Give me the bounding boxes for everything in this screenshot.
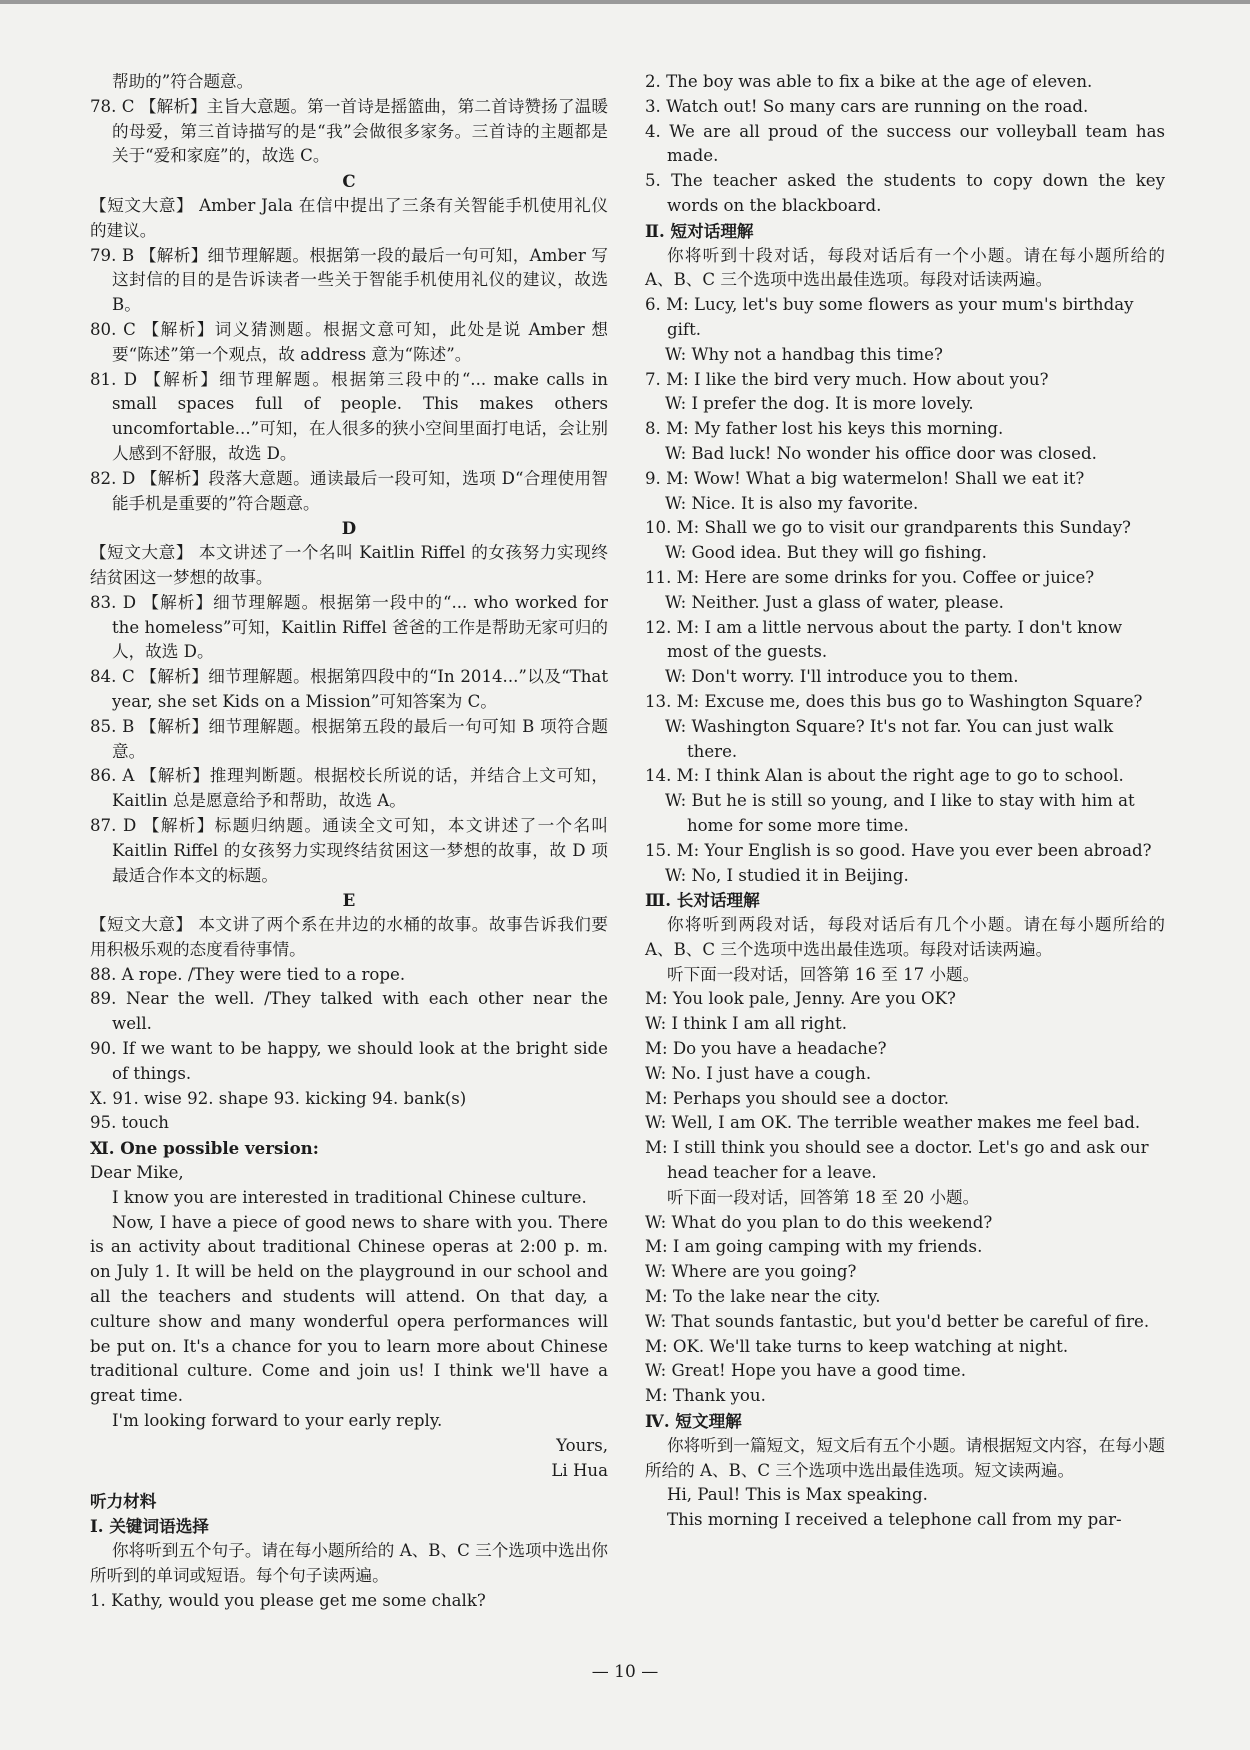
conversation-line: W: That sounds fantastic, but you'd better be careful of fire. xyxy=(645,1311,1150,1331)
dialog-7-w: W: I prefer the dog. It is more lovely. xyxy=(665,394,974,414)
passage-line-2: This morning I received a telephone call from my par- xyxy=(667,1510,1122,1530)
letter-greeting: Dear Mike, xyxy=(90,1163,184,1183)
summary-c: 【短文大意】 Amber Jala 在信中提出了三条有关智能手机使用礼仪的建议。 xyxy=(90,195,608,240)
listening-section-1: Ⅰ. 关键词语选择 xyxy=(90,1516,209,1537)
listening-title: 听力材料 xyxy=(90,1491,157,1512)
listening-section-3-desc: 你将听到两段对话，每段对话后有几个小题。请在每小题所给的 A、B、C 三个选项中选出最佳选项。每段对话读两遍。 xyxy=(645,915,1165,959)
answer-x-95: 95. touch xyxy=(90,1113,169,1133)
left-column xyxy=(90,70,608,1613)
answer-88: 88. A rope. /They were tied to a rope. xyxy=(90,964,406,984)
answer-90: 90. If we want to be happy, we should look at the bright side of things. xyxy=(90,1039,608,1083)
listening-section-4: Ⅳ. 短文理解 xyxy=(645,1411,742,1432)
dialog-7-m: 7. M: I like the bird very much. How about you? xyxy=(645,369,1049,389)
top-border xyxy=(0,0,1250,4)
answer-78: 78. C 【解析】主旨大意题。第一首诗是摇篮曲，第二首诗赞扬了温暖的母爱，第三首诗描写的是“我”会做很多家务。三首诗的主题都是关于“爱和家庭”的，故选 C。 xyxy=(90,96,608,166)
passage-line-1: Hi, Paul! This is Max speaking. xyxy=(667,1485,928,1505)
dialog-15-w: W: No, I studied it in Beijing. xyxy=(665,865,909,885)
section-heading-e: E xyxy=(342,890,356,911)
answer-84: 84. C 【解析】细节理解题。根据第四段中的“In 2014...”以及“That year, she set Kids on a Mission”可知答案为 C。 xyxy=(90,667,608,711)
summary-d: 【短文大意】 本文讲述了一个名叫 Kaitlin Riffel 的女孩努力实现终结贫困这一梦想的故事。 xyxy=(90,543,608,587)
section-heading-d: D xyxy=(341,518,357,539)
conversation-line: W: Well, I am OK. The terrible weather makes me feel bad. xyxy=(645,1113,1141,1133)
sentence-3: 3. Watch out! So many cars are running on the road. xyxy=(645,96,1089,116)
dialog-11-w: W: Neither. Just a glass of water, please. xyxy=(665,592,1004,612)
dialog-10-m: 10. M: Shall we go to visit our grandparents this Sunday? xyxy=(645,518,1131,538)
dialog-13-w: W: Washington Square? It's not far. You can just walk there. xyxy=(665,716,1114,761)
conversation-line: M: You look pale, Jenny. Are you OK? xyxy=(645,989,956,1009)
dialog-8-w: W: Bad luck! No wonder his office door was closed. xyxy=(665,443,1097,463)
letter-paragraph-3: I'm looking forward to your early reply. xyxy=(112,1411,443,1431)
answer-xi-heading: Ⅺ. One possible version: xyxy=(90,1138,319,1159)
dialog-9-w: W: Nice. It is also my favorite. xyxy=(665,493,919,513)
letter-signature: Li Hua xyxy=(551,1460,608,1480)
dialog-8-m: 8. M: My father lost his keys this morning. xyxy=(645,419,1004,439)
conversation-2-intro: 听下面一段对话，回答第 18 至 20 小题。 xyxy=(667,1187,980,1207)
sentence-2: 2. The boy was able to fix a bike at the age of eleven. xyxy=(645,72,1093,91)
answer-85: 85. B 【解析】细节理解题。根据第五段的最后一句可知 B 项符合题意。 xyxy=(90,716,608,761)
answer-86: 86. A 【解析】推理判断题。根据校长所说的话，并结合上文可知，Kaitlin 总是愿意给予和帮助，故选 A。 xyxy=(90,766,608,811)
letter-closing: Yours, xyxy=(556,1435,608,1455)
answer-87: 87. D 【解析】标题归纳题。通读全文可知，本文讲述了一个名叫 Kaitlin Riffel 的女孩努力实现终结贫困这一梦想的故事，故 D 项最适合作本文的标题。 xyxy=(90,815,608,885)
conversation-line: W: What do you plan to do this weekend? xyxy=(645,1212,993,1232)
conversation-line: W: Great! Hope you have a good time. xyxy=(645,1361,967,1381)
right-column xyxy=(645,70,1165,1533)
sentence-5: 5. The teacher asked the students to copy down the key words on the blackboard. xyxy=(645,171,1165,215)
conversation-line: M: OK. We'll take turns to keep watching at night. xyxy=(645,1336,1069,1356)
dialog-11-m: 11. M: Here are some drinks for you. Coffee or juice? xyxy=(645,567,1095,587)
conversation-1-intro: 听下面一段对话，回答第 16 至 17 小题。 xyxy=(667,964,980,984)
dialog-12-m: 12. M: I am a little nervous about the party. I don't know most of the guests. xyxy=(645,617,1123,662)
answer-83: 83. D 【解析】细节理解题。根据第一段中的“... who worked for the homeless”可知，Kaitlin Riffel 爸爸的工作是帮助无家可归的人，故选 D。 xyxy=(90,592,608,662)
answer-81: 81. D 【解析】细节理解题。根据第三段中的“... make calls in small spaces full of people. This makes others uncomfortable...”可知，在人很多的狭小空间里面打电话，会让别人感到不舒服，故选 D。 xyxy=(90,369,608,463)
listening-section-4-desc: 你将听到一篇短文，短文后有五个小题。请根据短文内容，在每小题所给的 A、B、C 三个选项中选出最佳选项。短文读两遍。 xyxy=(645,1435,1165,1480)
dialog-15-m: 15. M: Your English is so good. Have you ever been abroad? xyxy=(645,840,1152,860)
answer-x: Ⅹ. 91. wise 92. shape 93. kicking 94. bank(s) xyxy=(90,1088,467,1108)
listening-section-1-desc: 你将听到五个句子。请在每小题所给的 A、B、C 三个选项中选出你所听到的单词或短语。每个句子读两遍。 xyxy=(90,1541,608,1585)
dialog-9-m: 9. M: Wow! What a big watermelon! Shall we eat it? xyxy=(645,468,1085,488)
dialog-14-m: 14. M: I think Alan is about the right age to go to school. xyxy=(645,766,1124,786)
listening-section-2-desc: 你将听到十段对话，每段对话后有一个小题。请在每小题所给的 A、B、C 三个选项中选出最佳选项。每段对话读两遍。 xyxy=(645,245,1165,290)
listening-section-3: Ⅲ. 长对话理解 xyxy=(645,890,760,911)
sentence-1: 1. Kathy, would you please get me some chalk? xyxy=(90,1590,486,1610)
page-number: — 10 — xyxy=(591,1662,659,1682)
dialog-14-w: W: But he is still so young, and I like to stay with him at home for some more time. xyxy=(665,791,1135,835)
listening-section-2: Ⅱ. 短对话理解 xyxy=(645,220,754,241)
dialog-6-m: 6. M: Lucy, let's buy some flowers as your mum's birthday gift. xyxy=(645,295,1134,339)
summary-e: 【短文大意】 本文讲了两个系在井边的水桶的故事。故事告诉我们要用积极乐观的态度看待事情。 xyxy=(90,915,608,959)
conversation-line: W: Where are you going? xyxy=(645,1262,857,1282)
conversation-line: M: To the lake near the city. xyxy=(645,1287,881,1307)
conversation-line: M: I still think you should see a doctor. Let's go and ask our head teacher for a leave. xyxy=(645,1138,1149,1183)
answer-89: 89. Near the well. /They talked with each other near the well. xyxy=(90,989,608,1034)
dialog-6-w: W: Why not a handbag this time? xyxy=(665,344,943,364)
dialog-12-w: W: Don't worry. I'll introduce you to them. xyxy=(665,667,1019,687)
answer-82: 82. D 【解析】段落大意题。通读最后一段可知，选项 D“合理使用智能手机是重要的”符合题意。 xyxy=(90,468,608,513)
conversation-line: M: Thank you. xyxy=(645,1386,766,1406)
section-heading-c: C xyxy=(342,171,356,192)
conversation-line: W: I think I am all right. xyxy=(645,1014,847,1034)
answer-80: 80. C 【解析】词义猜测题。根据文意可知，此处是说 Amber 想要“陈述”第一个观点，故 address 意为“陈述”。 xyxy=(90,319,608,364)
conversation-line: M: I am going camping with my friends. xyxy=(645,1237,983,1257)
conversation-line: W: No. I just have a cough. xyxy=(645,1063,872,1083)
conversation-line: M: Perhaps you should see a doctor. xyxy=(645,1088,949,1108)
dialog-10-w: W: Good idea. But they will go fishing. xyxy=(665,543,987,563)
answer-line: 帮助的”符合题意。 xyxy=(112,72,254,91)
letter-paragraph-2: Now, I have a piece of good news to share with you. There is an activity about traditional Chinese operas at 2:00 p. m. on July 1. It will be held on the playground in our school and all the teachers and students will attend. On that day, a culture show and many wonderful opera performances will be put on. It's a chance for you to learn more about Chinese traditional culture. Come and join us! I think we'll have a great time. xyxy=(90,1212,608,1406)
sentence-4: 4. We are all proud of the success our volleyball team has made. xyxy=(645,121,1165,166)
dialog-13-m: 13. M: Excuse me, does this bus go to Washington Square? xyxy=(645,691,1143,711)
answer-79: 79. B 【解析】细节理解题。根据第一段的最后一句可知，Amber 写这封信的目的是告诉读者一些关于智能手机使用礼仪的建议，故选 B。 xyxy=(90,245,608,315)
letter-paragraph-1: I know you are interested in traditional Chinese culture. xyxy=(112,1187,587,1207)
conversation-line: M: Do you have a headache? xyxy=(645,1039,887,1059)
